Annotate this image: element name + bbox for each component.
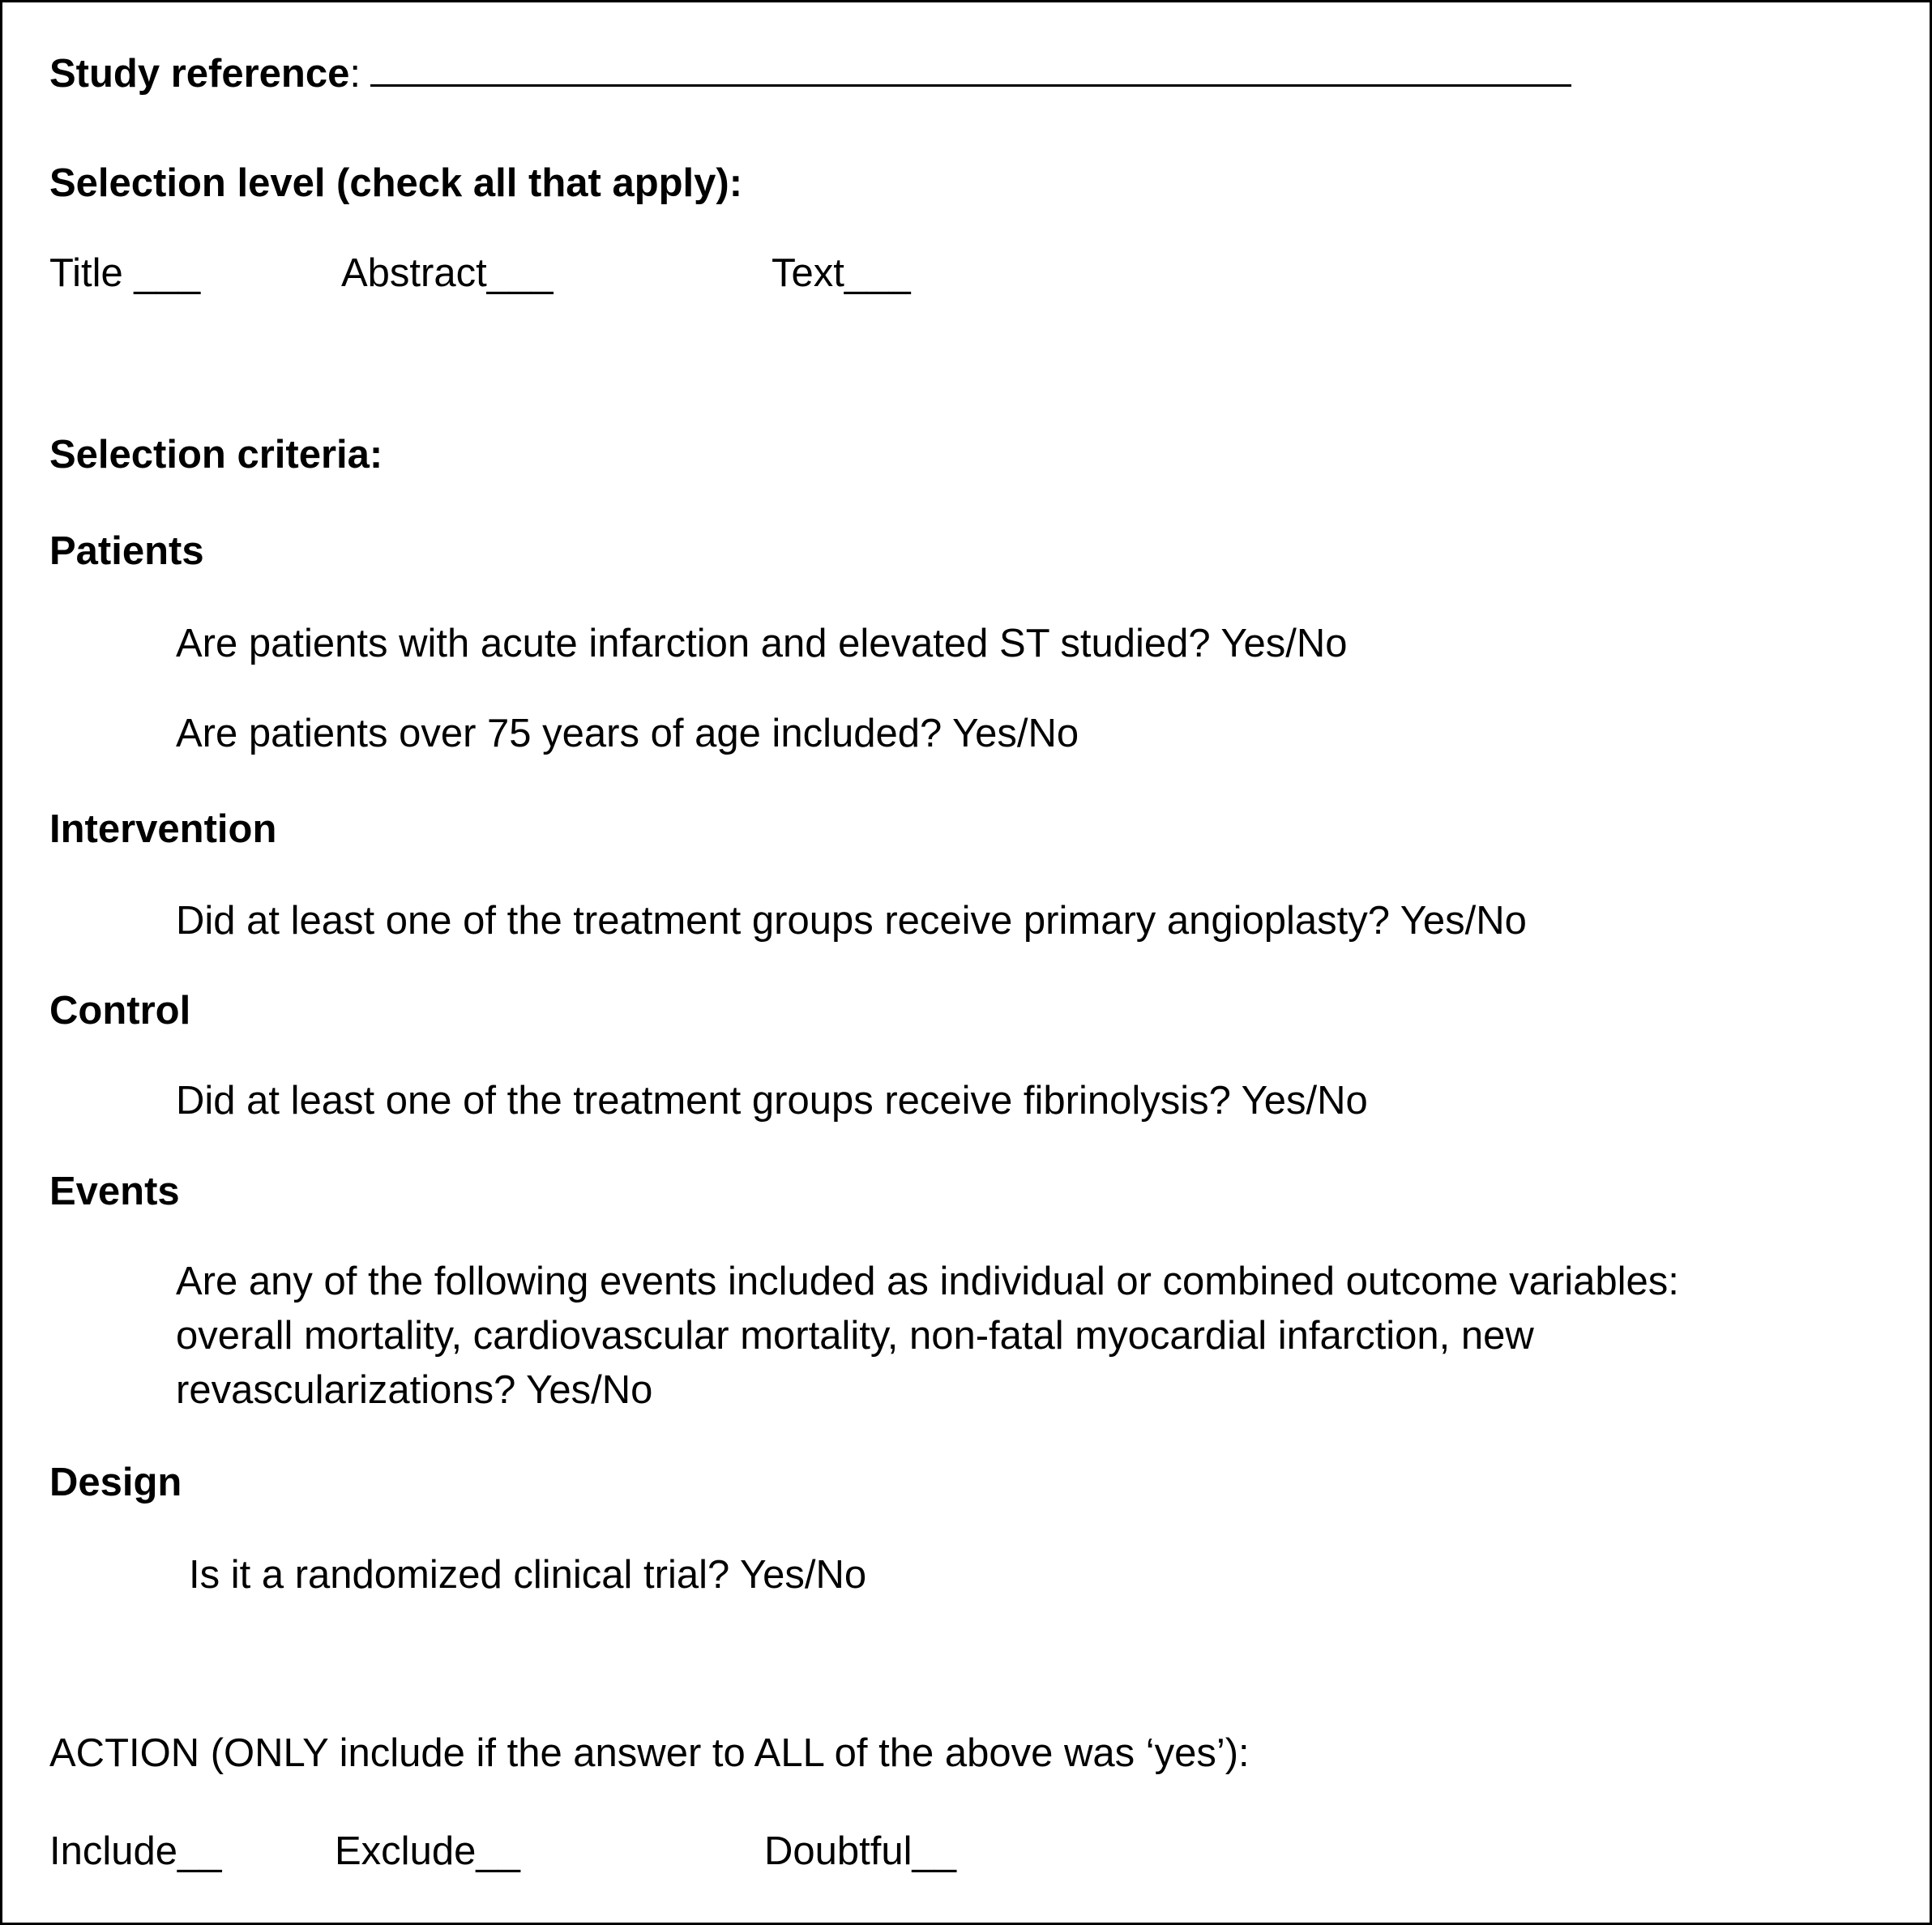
selection-criteria-heading: Selection criteria:	[49, 433, 383, 477]
option-title[interactable]: Title ___	[49, 251, 201, 295]
study-reference-label: Study reference	[49, 52, 350, 96]
intervention-question: Did at least one of the treatment groups receive primary angioplasty? Yes/No	[176, 899, 1527, 943]
events-question-line-2: overall mortality, cardiovascular mortality, non-fatal myocardial infarction, new	[176, 1314, 1534, 1358]
patients-heading: Patients	[49, 529, 204, 573]
action-exclude[interactable]: Exclude__	[335, 1829, 520, 1873]
design-question: Is it a randomized clinical trial? Yes/No	[189, 1553, 867, 1597]
option-text[interactable]: Text___	[772, 251, 911, 295]
study-reference-field[interactable]	[370, 52, 1571, 87]
action-heading: ACTION (ONLY include if the answer to ALL of the above was ‘yes’):	[49, 1731, 1250, 1775]
events-question-line-3: revascularizations? Yes/No	[176, 1368, 653, 1412]
study-reference-row	[49, 49, 1571, 98]
intervention-heading: Intervention	[49, 807, 277, 851]
option-abstract[interactable]: Abstract___	[341, 251, 554, 295]
events-question-line-1: Are any of the following events included as individual or combined outcome variables:	[176, 1260, 1679, 1303]
events-heading: Events	[49, 1170, 180, 1213]
control-heading: Control	[49, 989, 191, 1033]
study-reference-colon: :	[349, 52, 361, 96]
patients-question-2: Are patients over 75 years of age included? Yes/No	[176, 712, 1079, 755]
selection-level-heading: Selection level (check all that apply):	[49, 161, 743, 205]
patients-question-1: Are patients with acute infarction and elevated ST studied? Yes/No	[176, 622, 1348, 665]
action-doubtful[interactable]: Doubtful__	[764, 1829, 957, 1873]
design-heading: Design	[49, 1461, 182, 1504]
control-question: Did at least one of the treatment groups receive fibrinolysis? Yes/No	[176, 1079, 1368, 1123]
action-include[interactable]: Include__	[49, 1829, 222, 1873]
